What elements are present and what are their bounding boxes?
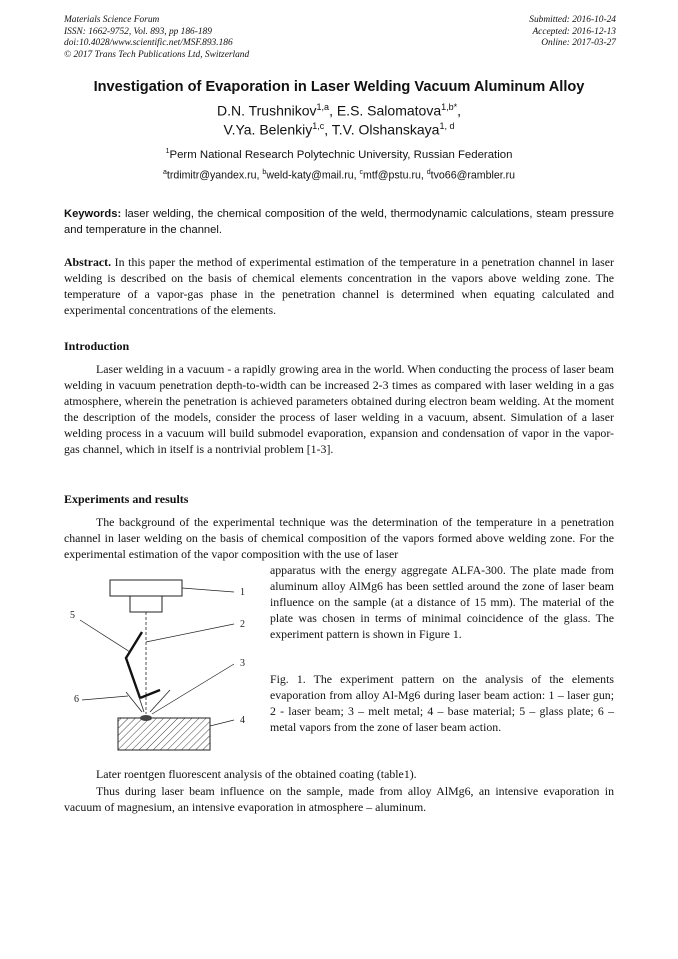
melt-metal [140,715,152,721]
doi-line: doi:10.4028/www.scientific.net/MSF.893.186 [64,38,233,49]
glass-plate [126,632,142,698]
email-link[interactable]: trdimitr@yandex.ru [166,169,257,182]
leader-line-4 [210,720,234,726]
email-sup: c [359,169,364,176]
figure-label-3: 3 [240,658,245,669]
submitted-date: Submitted: 2016-10-24 [529,15,616,25]
figure-label-5: 5 [70,610,75,621]
experiments-heading: Experiments and results [64,492,189,506]
affiliation [0,148,678,161]
laser-gun-nozzle [130,596,162,612]
email-sep: , [256,169,263,182]
paper-title: Investigation of Evaporation in Laser Welding Vacuum Aluminum Alloy [93,79,585,95]
abstract [64,254,614,318]
email-sep: , [420,169,427,182]
figure-1-diagram [62,572,262,752]
email-sep: , [353,169,360,182]
figure-1-caption: Fig. 1. The experiment pattern on the analysis of the elements evaporation from alloy Al-Mg6 during laser beam action: 1 – laser gun; 2 - laser beam; 3 – melt metal; 4 – base material; 5 – glass plate; 6 – metal vapors from the zone of laser beam action. [270,672,614,735]
header-right [440,15,616,50]
leader-line-3 [152,664,234,714]
author-sup: 1,a [316,102,330,112]
laser-gun-body [110,580,182,596]
author-sup: 1, d [439,121,455,131]
leader-line-2 [146,624,234,642]
experiments-text: The background of the experimental technique was the determination of the temperature in a penetration channel in laser welding on the basis of chemical composition of the vapors formed above welding zone. For the experimental estimation of the vapor composition with the use of laser [64,515,614,562]
figure-label-1: 1 [240,587,245,598]
authors-line-2 [0,121,678,138]
email-link[interactable]: weld-katy@mail.ru [266,169,354,182]
header-left [64,15,249,61]
keywords-label: Keywords: [64,208,122,220]
leader-line-5 [80,620,130,652]
email-link[interactable]: tvo66@rambler.ru [430,169,516,182]
abstract-label: Abstract. [64,255,112,269]
issn-line: ISSN: 1662-9752, Vol. 893, pp 186-189 [64,26,212,37]
keywords-text: laser welding, the chemical composition of the weld, thermodynamic calculations, steam pressure and temperature in the channel. [64,208,614,236]
results-line-1: Later roentgen fluorescent analysis of the obtained coating (table1). [96,767,417,781]
online-date: Online: 2017-03-27 [541,38,616,49]
author-name: D.N. Trushnikov [216,102,317,119]
author-name: , E.S. Salomatova [329,102,442,119]
accepted-date: Accepted: 2016-12-13 [532,26,616,37]
vapor-arrow [136,688,144,712]
email-sup: b [262,169,267,176]
leader-line-6 [82,696,128,700]
author-name: , T.V. Olshanskaya [324,121,440,138]
figure-label-4: 4 [240,715,245,726]
email-sup: a [162,169,167,176]
base-material [118,718,210,750]
email-sup: d [426,169,431,176]
glass-plate-lower [140,690,160,698]
author-sup: 1,b* [441,102,458,112]
email-link[interactable]: mtf@pstu.ru [363,169,421,182]
copyright-line: © 2017 Trans Tech Publications Ltd, Switzerland [64,49,250,60]
email-line [0,169,678,182]
author-sup: 1,c [312,121,325,131]
leader-line-1 [182,588,234,592]
introduction-text: Laser welding in a vacuum - a rapidly growing area in the world. When conducting the process of laser beam welding in vacuum penetration depth-to-width can be increased 2-3 times as compared with laser welding in a gas atmosphere, wherein the penetration is achieved parameters obtained during electron beam welding. At the moment the description of the models, consider the process of laser welding in a vacuum, absent. Simulation of a laser welding process in a vacuum will build submodel evaporation, expansion and condensation of vapor in the vapor-gas channel, which in itself is a nontrivial problem [1-3]. [64,362,614,457]
journal-name: Materials Science Forum [64,15,160,25]
affiliation-sup: 1 [165,148,170,155]
results-line-2: Thus during laser beam influence on the sample, made from alloy AlMg6, an intensive evaporation in vacuum of magnesium, an intensive evaporation in atmosphere – aluminum. [64,784,614,815]
affiliation-text: Perm National Research Polytechnic University, Russian Federation [169,148,513,161]
authors-line-1 [0,102,678,119]
author-sep: , [457,102,462,119]
introduction-heading: Introduction [64,339,130,353]
figure-label-2: 2 [240,619,245,630]
figure-label-6: 6 [74,694,79,705]
experiments-side-text: apparatus with the energy aggregate ALFA-300. The plate made from aluminum alloy AlMg6 has been settled around the zone of laser beam influence on the sample (at a distance of 15 mm). The material of the plate was chosen in terms of minimal coincidence of the glass. The experiment pattern is shown in Figure 1. [270,563,614,642]
author-name: V.Ya. Belenkiy [223,121,313,138]
abstract-text: In this paper the method of experimental estimation of the temperature in a penetration channel in laser welding is described on the basis of chemical elements concentration in the vapors above welding zone. The temperature of a vapor-gas phase in the penetration channel is determined when equating calculated and experimental concentrations of the elements. [64,255,614,318]
keywords [64,206,614,238]
